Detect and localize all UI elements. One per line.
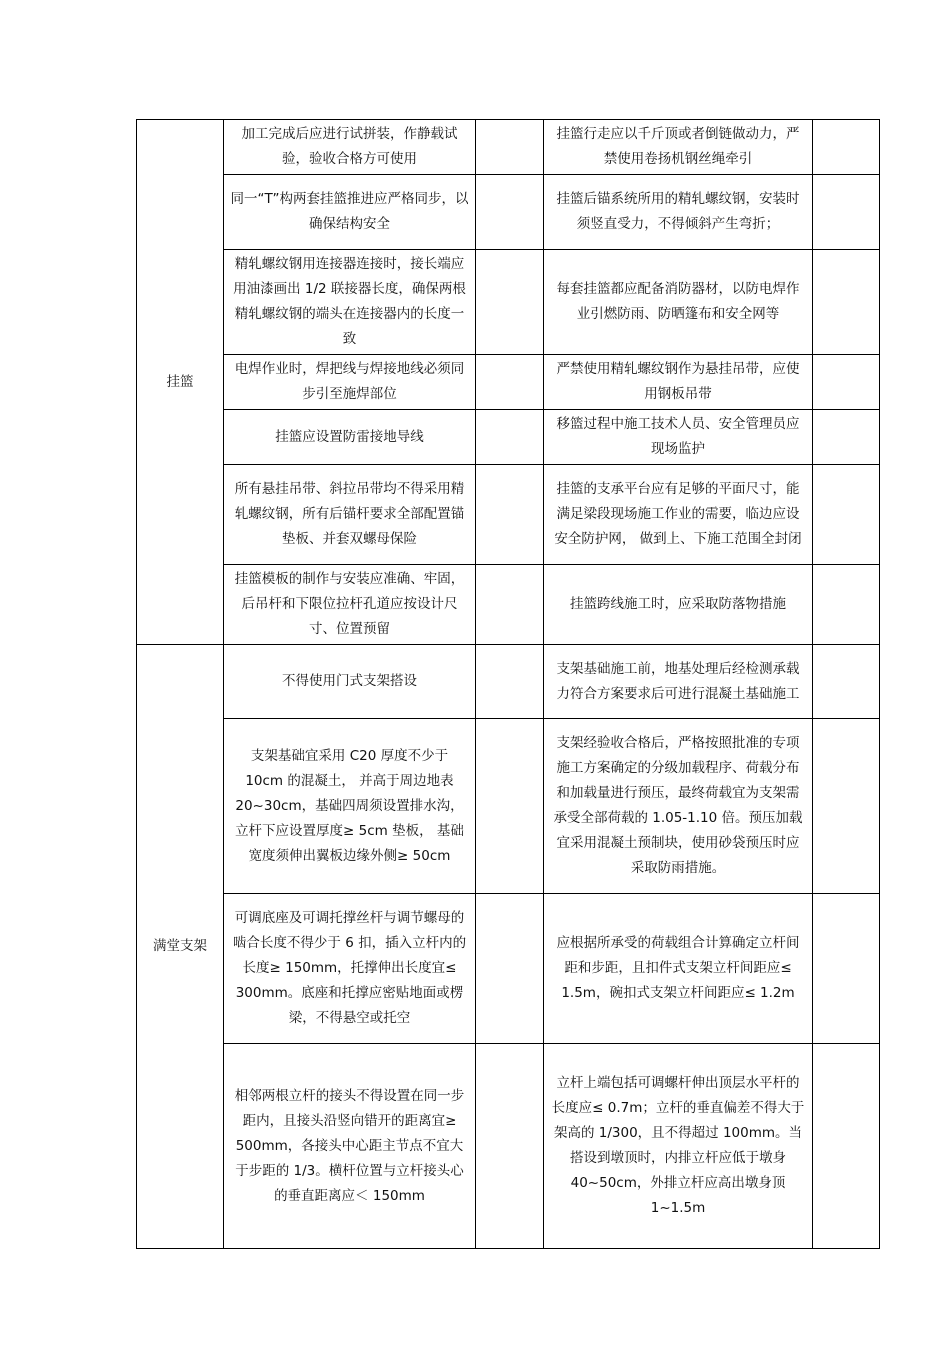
empty-cell <box>813 465 880 565</box>
empty-cell <box>813 645 880 719</box>
table-row <box>137 410 880 465</box>
empty-cell <box>813 565 880 645</box>
empty-cell <box>813 355 880 410</box>
empty-cell <box>476 565 544 645</box>
requirement-cell: 相邻两根立杆的接头不得设置在同一步距内，且接头沿竖向错开的距离宜≥ 500mm，各接头中心距主节点不宜大于步距的 1/3。横杆位置与立杆接头心的垂直距离应＜ 150mm <box>224 1044 476 1249</box>
empty-cell <box>476 465 544 565</box>
table-row <box>137 719 880 894</box>
requirement-cell: 严禁使用精轧螺纹钢作为悬挂吊带，应使用钢板吊带 <box>544 355 813 410</box>
empty-cell <box>476 645 544 719</box>
table-row <box>137 355 880 410</box>
empty-cell <box>813 410 880 465</box>
empty-cell <box>476 410 544 465</box>
requirement-cell: 支架基础施工前，地基处理后经检测承载力符合方案要求后可进行混凝土基础施工 <box>544 645 813 719</box>
empty-cell <box>813 120 880 175</box>
empty-cell <box>476 250 544 355</box>
requirement-cell: 所有悬挂吊带、斜拉吊带均不得采用精轧螺纹钢，所有后锚杆要求全部配置锚垫板、并套双螺母保险 <box>224 465 476 565</box>
requirement-cell: 精轧螺纹钢用连接器连接时，接长端应用油漆画出 1/2 联接器长度，确保两根精轧螺纹钢的端头在连接器内的长度一致 <box>224 250 476 355</box>
empty-cell <box>476 355 544 410</box>
table-row <box>137 175 880 250</box>
requirement-cell: 电焊作业时，焊把线与焊接地线必须同步引至施焊部位 <box>224 355 476 410</box>
requirement-cell: 立杆上端包括可调螺杆伸出顶层水平杆的长度应≤ 0.7m；立杆的垂直偏差不得大于架高的 1/300，且不得超过 100mm。当搭设到墩顶时，内排立杆应低于墩身 40~50cm，外排立杆应高出墩身顶 1~1.5m <box>544 1044 813 1249</box>
requirement-cell: 支架基础宜采用 C20 厚度不少于 10cm 的混凝土， 并高于周边地表 20~30cm，基础四周须设置排水沟，立杆下应设置厚度≥ 5cm 垫板， 基础宽度须伸出翼板边缘外侧≥ 50cm <box>224 719 476 894</box>
empty-cell <box>813 175 880 250</box>
table-row <box>137 1044 880 1249</box>
table-row <box>137 465 880 565</box>
requirement-cell: 每套挂篮都应配备消防器材，以防电焊作业引燃防雨、防晒篷布和安全网等 <box>544 250 813 355</box>
requirement-cell: 挂篮跨线施工时，应采取防落物措施 <box>544 565 813 645</box>
empty-cell <box>476 120 544 175</box>
requirement-cell: 挂篮行走应以千斤顶或者倒链做动力，严禁使用卷扬机钢丝绳牵引 <box>544 120 813 175</box>
requirement-cell: 挂篮后锚系统所用的精轧螺纹钢，安装时须竖直受力，不得倾斜产生弯折； <box>544 175 813 250</box>
safety-requirements-table <box>136 119 880 1249</box>
requirement-cell: 加工完成后应进行试拼装，作静载试验，验收合格方可使用 <box>224 120 476 175</box>
requirement-cell: 应根据所承受的荷载组合计算确定立杆间距和步距，且扣件式支架立杆间距应≤ 1.5m，碗扣式支架立杆间距应≤ 1.2m <box>544 894 813 1044</box>
empty-cell <box>476 719 544 894</box>
requirement-cell: 移篮过程中施工技术人员、安全管理员应现场监护 <box>544 410 813 465</box>
category-cell: 挂篮 <box>137 120 224 645</box>
requirement-cell: 支架经验收合格后，严格按照批准的专项施工方案确定的分级加载程序、荷载分布和加载量进行预压，最终荷载宜为支架需承受全部荷载的 1.05-1.10 倍。预压加载宜采用混凝土预制块，使用砂袋预压时应采取防雨措施。 <box>544 719 813 894</box>
table-row <box>137 120 880 175</box>
empty-cell <box>476 1044 544 1249</box>
requirement-cell: 挂篮的支承平台应有足够的平面尺寸，能满足梁段现场施工作业的需要，临边应设安全防护网， 做到上、下施工范围全封闭 <box>544 465 813 565</box>
empty-cell <box>813 1044 880 1249</box>
requirement-cell: 挂篮应设置防雷接地导线 <box>224 410 476 465</box>
requirement-cell: 可调底座及可调托撑丝杆与调节螺母的啮合长度不得少于 6 扣，插入立杆内的长度≥ 150mm，托撑伸出长度宜≤ 300mm。底座和托撑应密贴地面或楞梁，不得悬空或托空 <box>224 894 476 1044</box>
empty-cell <box>476 894 544 1044</box>
empty-cell <box>813 894 880 1044</box>
empty-cell <box>476 175 544 250</box>
requirement-cell: 不得使用门式支架搭设 <box>224 645 476 719</box>
category-cell: 满堂支架 <box>137 645 224 1249</box>
table-row <box>137 645 880 719</box>
table-row <box>137 894 880 1044</box>
table-row <box>137 565 880 645</box>
empty-cell <box>813 719 880 894</box>
requirement-cell: 挂篮模板的制作与安装应准确、牢固，后吊杆和下限位拉杆孔道应按设计尺寸、位置预留 <box>224 565 476 645</box>
requirement-cell: 同一“T”构两套挂篮推进应严格同步，以确保结构安全 <box>224 175 476 250</box>
table-row <box>137 250 880 355</box>
empty-cell <box>813 250 880 355</box>
